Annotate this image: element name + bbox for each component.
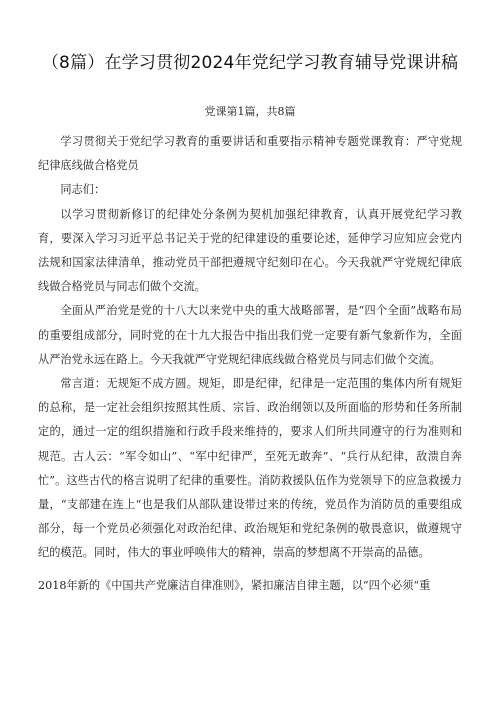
paragraph-topic: 学习贯彻关于党纪学习教育的重要讲话和重要指示精神专题党课教育：严守党规纪律底线做合格党员 (38, 135, 462, 173)
paragraph-1: 以学习贯彻新修订的纪律处分条例为契机加强纪律教育，认真开展党纪学习教育，要深入学习习近平总书记关于党的纪律建设的重要论述，延伸学习应知应会党内法规和国家法律清单，推动党员干部把遵规守纪刻印在心。今天我就严守党规纪律底线做合格党员与同志们做个交流。 (38, 207, 462, 294)
paragraph-2: 全面从严治党是党的十八大以来党中央的重大战略部署，是“四个全面”战略布局的重要组成部分，同时党的在十九大报告中指出我们党一定要有新气象新作为，全面从严治党永远在路上。今天我就严守党规纪律底线做合格党员与同志们做个交流。 (38, 304, 462, 366)
document-subheading: 党课第1篇，共8篇 (204, 105, 296, 118)
paragraph-salutation: 同志们： (60, 183, 106, 197)
paragraph-3: 常言道：无规矩不成方圆。规矩，即是纪律，纪律是一定范围的集体内所有规矩的总称，是一定社会组织按照其性质、宗旨、政治纲领以及所面临的形势和任务所制定的，通过一定的组织措施和行政手段来维持的，要求人们所共同遵守的行为准则和规范。古人云：“军令如山”、“军中纪律严，至死无敢奔”、“兵行从纪律，敌溃自奔忙”。这些古代的格言说明了纪律的重要性。消防救援队伍作为党领导下的应急救援力量，“支部建在连上“也是我们从部队建设带过来的传统，党员作为消防员的重要组成部分，每一个党员必须强化对政治纪律、政治规矩和党纪条例的敬畏意识，做遵规守纪的模范。同时，伟大的事业呼唤伟大的精神，崇高的梦想离不开崇高的品德。 (38, 377, 462, 560)
document-title: （8篇）在学习贯彻2024年党纪学习教育辅导党课讲稿 (41, 53, 459, 73)
document-body (38, 130, 462, 598)
paragraph-4: 2018年新的《中国共产党廉洁自律准则》，紧扣廉洁自律主题，以“四个必须“重 (38, 578, 431, 592)
